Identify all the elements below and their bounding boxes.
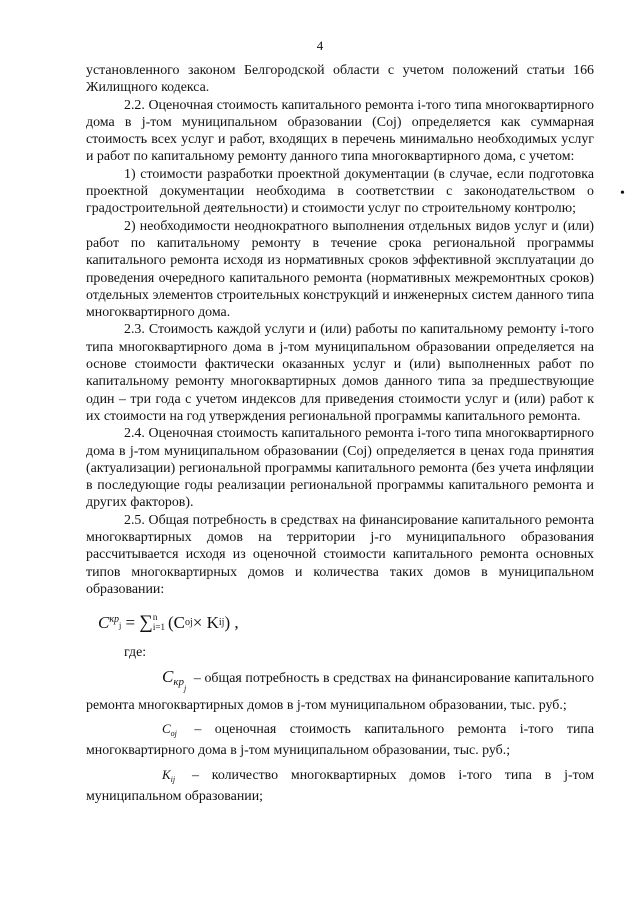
- paragraph-2-2: 2.2. Оценочная стоимость капитального ремонта i-того типа многоквартирного дома в j-том муниципальном образовании (Coj) определяется как суммарная стоимость всех услуг и работ, входящих в перечень минимально необходимых услуг и работ по капитальному ремонту данного типа многоквартирного дома, с учетом:: [86, 97, 594, 165]
- definition-2-symbol: $C_{oj}$: [162, 721, 177, 739]
- formula-equals: =: [125, 612, 136, 632]
- formula: [98, 604, 594, 640]
- list-item-2: 2) необходимости неоднократного выполнения отдельных видов услуг и (или) работ по капитальному ремонту в течение срока региональной программы капитального ремонта исходя из нормативных сроков эффективной эксплуатации до проведения очередного капитального ремонта (нормативных межремонтных сроков) отдельных элементов строительных конструкций и инженерных систем данного типа многоквартирного дома.: [86, 218, 594, 321]
- definition-2-text: – оценочная стоимость капитального ремонта i-того типа многоквартирного дома в j-том муниципальном образовании, тыс. руб.;: [86, 722, 594, 759]
- formula-close: ) ,: [224, 612, 239, 632]
- definition-3-text: – количество многоквартирных домов i-того типа в j-том муниципальном образовании;: [86, 767, 595, 804]
- definition-1: [86, 668, 594, 715]
- formula-times: × K: [192, 612, 219, 632]
- sum-sign: ∑: [139, 611, 153, 633]
- paragraph-2-3: 2.3. Стоимость каждой услуги и (или) работы по капитальному ремонту i-того типа многоквартирного дома в j-том муниципальном образовании определяется на основе стоимости фактически оказанных услуг и (или) выполненных работ по капитальному ремонту многоквартирных домов данного типа за предшествующие один – три года с учетом индексов для приведения стоимости услуг и (или) работ к их стоимости на год утверждения региональной программы капитального ремонта.: [86, 322, 594, 424]
- margin-mark: •: [620, 186, 625, 201]
- definition-1-symbol: $C_{кр_j}$: [162, 666, 187, 693]
- formula-body-sub2: ij: [218, 616, 225, 628]
- document-body: [86, 62, 594, 805]
- formula-body-sub1: oj: [184, 616, 193, 628]
- paragraph-2-4: 2.4. Оценочная стоимость капитального ремонта i-того типа многоквартирного дома в j-том муниципальном образовании (Coj) определяется в ценах года принятия (актуализации) региональной программы капитального ремонта (без учета инфляции в последующие годы реализации региональной программы капитального ремонта и других факторов).: [86, 426, 594, 511]
- list-item-1: 1) стоимости разработки проектной документации (в случае, если подготовка проектной документации необходима в соответствии с законодательством о градостроительной деятельности) и стоимости услуг по строительному контролю;: [86, 166, 594, 217]
- sum-upper: n: [152, 612, 158, 623]
- sum-lower: i=1: [152, 622, 165, 633]
- definition-3: [86, 766, 594, 806]
- definition-1-text: – общая потребность в средствах на финансирование капитального ремонта многоквартирных домов в j-том муниципальном образовании, тыс. руб.;: [86, 670, 594, 713]
- formula-body: (C: [167, 612, 185, 632]
- formula-lhs-subsub: j: [119, 620, 122, 630]
- formula-lhs: C: [98, 612, 110, 632]
- definition-3-symbol: $K_{ij}$: [162, 766, 176, 784]
- formula-lhs-sub: кр: [109, 613, 120, 625]
- definition-2: [86, 720, 594, 760]
- paragraph-2-5: 2.5. Общая потребность в средствах на финансирование капитального ремонта многоквартирных домов на территории j-го муниципального образования рассчитывается исходя из оценочной стоимости капитального ремонта основных типов многоквартирных домов и количества таких домов в муниципальном образовании:: [86, 512, 594, 597]
- page-number: 4: [316, 38, 324, 53]
- where-label: где:: [124, 645, 147, 661]
- paragraph-continuation: установленного законом Белгородской области с учетом положений статьи 166 Жилищного кодекса.: [86, 63, 594, 96]
